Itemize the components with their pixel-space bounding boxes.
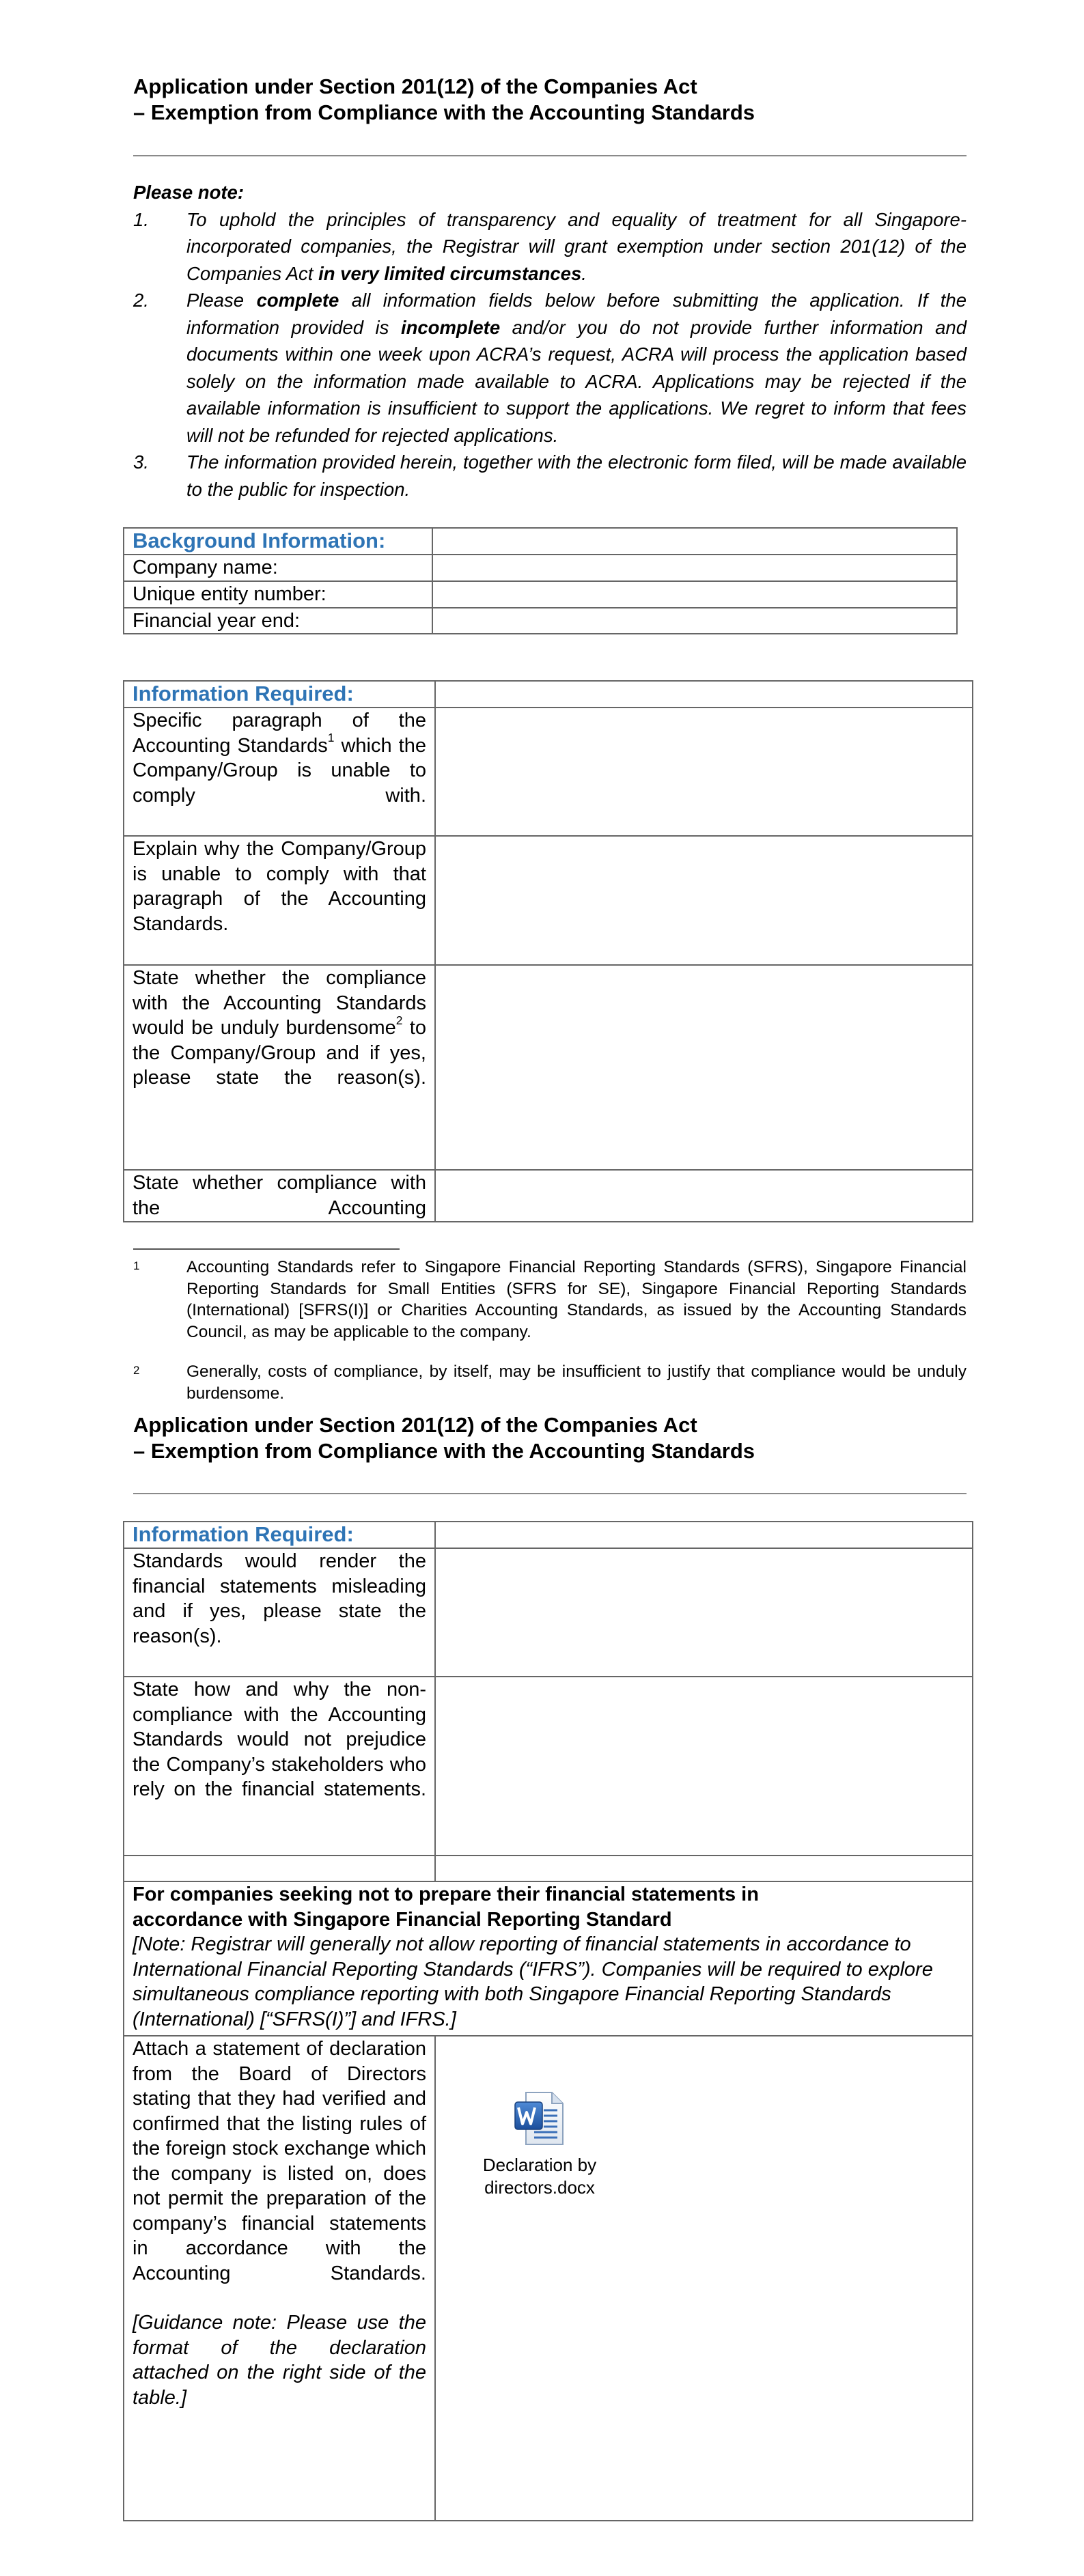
attachment-filename-2[interactable]: directors.docx [484, 2177, 595, 2198]
row-not-prejudice: State how and why the non-compliance with the Accounting Standards would not prejudice the Company’s stakeholders who rely on the financial statements. [124, 1677, 435, 1856]
info-required-table-continued [123, 1521, 973, 2521]
background-info-table [123, 527, 958, 634]
answer-misleading[interactable] [435, 1170, 973, 1222]
company-name-label: Company name: [124, 555, 432, 581]
footnote-rule [133, 1248, 400, 1250]
header-rule-page-2 [133, 1493, 967, 1494]
row-explain-why: Explain why the Company/Group is unable to comply with that paragraph of the Accounting Standards. [124, 836, 435, 965]
background-heading-blank [432, 528, 957, 555]
uen-label: Unique entity number: [124, 581, 432, 608]
answer-specific-paragraph[interactable] [435, 708, 973, 836]
row-misleading-continued: State whether compliance with the Accounting [124, 1170, 435, 1222]
company-name-field[interactable] [432, 555, 957, 581]
info-required-table [123, 680, 973, 1222]
answer-explain-why[interactable] [435, 836, 973, 965]
financial-year-end-label: Financial year end: [124, 608, 432, 634]
notes-title: Please note: [133, 182, 245, 203]
footnote-2: 2 Generally, costs of compliance, by itself, may be insufficient to justify that compliance would be unduly burdensome. [133, 1362, 967, 1403]
info-heading-blank [435, 1522, 973, 1548]
answer-not-prejudice[interactable] [435, 1677, 973, 1856]
blank-row-left[interactable] [124, 1856, 435, 1881]
blank-row-right[interactable] [435, 1856, 973, 1881]
note-item-2: 2. Please complete all information fields below before submitting the application. If the information provided is incomplete and/or you do not provide further information and documents within one week upon ACRA’s request, ACRA will process the application based solely on the information made available to ACRA. Applications may be rejected if the available information is insufficient to support the applications. We regret to inform that fees will not be refunded for rejected applications. [133, 290, 967, 446]
sfrs-section-title-2: accordance with Singapore Financial Reporting Standard [133, 1908, 672, 1931]
sfrs-section-title-1: For companies seeking not to prepare their financial statements in [133, 1884, 759, 1905]
header-line-1: Application under Section 201(12) of the Companies Act [133, 1413, 697, 1437]
info-required-heading: Information Required: [124, 1522, 435, 1548]
header-line-1: Application under Section 201(12) of the Companies Act [133, 74, 697, 98]
uen-field[interactable] [432, 581, 957, 608]
info-required-heading: Information Required: [124, 681, 435, 708]
background-heading: Background Information: [124, 528, 432, 555]
word-document-icon[interactable] [511, 2090, 568, 2147]
header-rule [133, 155, 967, 156]
attachment-filename-1[interactable]: Declaration by [482, 2155, 597, 2175]
sfrs-section-note: [Note: Registrar will generally not allow reporting of financial statements in accordance to International Financial Reporting Standards (“IFRS”). Companies will be required to explore simultaneous compliance reporting with both Singapore Financial Reporting Standards (International) [“SFRS(I)”] and IFRS.] [133, 1933, 933, 2030]
row-unduly-burdensome: State whether the compliance with the Accounting Standards would be unduly burdensome$^2$ to the Company/Group and if yes, please state the reason(s). [124, 965, 435, 1170]
note-item-1: 1. To uphold the principles of transparency and equality of treatment for all Singapore-incorporated companies, the Registrar will grant exemption under section 201(12) of the Companies Act in very limited circumstances. [133, 208, 967, 284]
row-specific-paragraph: Specific paragraph of the Accounting Standards$^1$ which the Company/Group is unable to comply with. [124, 708, 435, 836]
row-misleading-cont: Standards would render the financial statements misleading and if yes, please state the reason(s). [124, 1548, 435, 1677]
document-header [133, 74, 967, 126]
footnote-1: 1 Accounting Standards refer to Singapore Financial Reporting Standards (SFRS), Singapore Financial Reporting Standards for Small Entities (SFRS for SE), Singapore Financial Reporting Standards (International) [SFRS(I)] or Charities Accounting Standards, as issued by the Accounting Standards Council, as may be applicable to the company. [133, 1258, 967, 1341]
row-attach-declaration: Attach a statement of declaration from the Board of Directors stating that they had verified and confirmed that the listing rules of the foreign stock exchange which the company is listed on, does not permit the preparation of the company’s financial statements in accordance with the Accounting Standards. [Guidance note: Please use the format of the declaration attached on the right side of the table.] [124, 2036, 435, 2521]
sfrs-section-header [124, 1881, 973, 2036]
note-item-3: 3. The information provided herein, together with the electronic form filed, will be made available to the public for inspection. [133, 451, 967, 500]
header-line-2: – Exemption from Compliance with the Accounting Standards [133, 1439, 755, 1463]
notes-section [133, 179, 967, 503]
answer-unduly-burdensome[interactable] [435, 965, 973, 1170]
page-2 [0, 1407, 1084, 2576]
document-header-page-2 [133, 1412, 967, 1464]
answer-misleading-cont[interactable] [435, 1548, 973, 1677]
info-heading-blank [435, 681, 973, 708]
embedded-attachment[interactable] [464, 2090, 615, 2199]
financial-year-end-field[interactable] [432, 608, 957, 634]
header-line-2: – Exemption from Compliance with the Accounting Standards [133, 100, 755, 124]
